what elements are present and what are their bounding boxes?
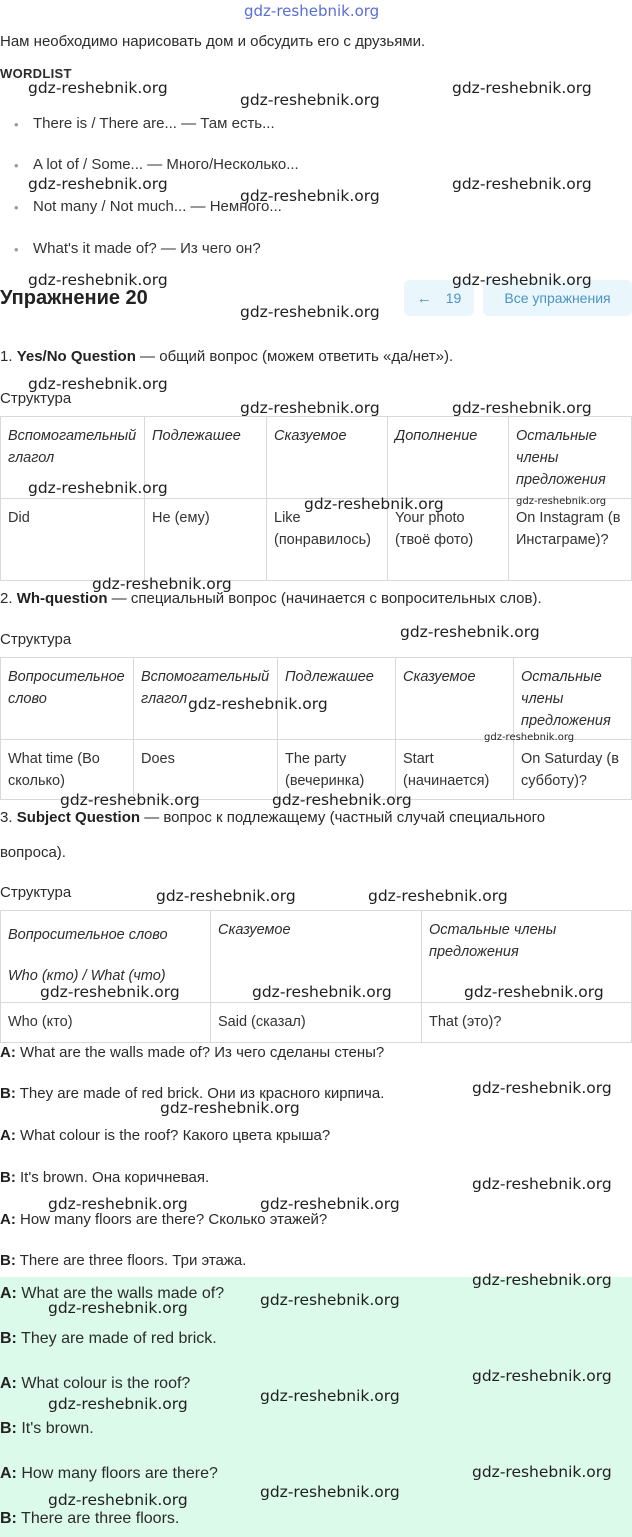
bullet: • — [14, 200, 19, 215]
q1-cell: Like (понравилось) — [267, 499, 388, 581]
q3-cell: Said (сказал) — [211, 1003, 422, 1043]
q3-header-text: Вопросительное слово — [8, 927, 168, 943]
q3-term: Subject Question — [16, 809, 141, 826]
watermark: gdz-reshebnik.org — [472, 1175, 612, 1193]
speaker: B: — [0, 1330, 17, 1347]
line-text: What colour is the roof? — [16, 1375, 191, 1392]
watermark: gdz-reshebnik.org — [28, 79, 168, 97]
line-text: There are three floors. Три этажа. — [15, 1252, 247, 1269]
q1-heading — [0, 348, 453, 365]
q1-desc: — общий вопрос (можем ответить «да/нет»). — [135, 348, 454, 365]
watermark: gdz-reshebnik.org — [484, 732, 575, 743]
q3-header-extra: Who (кто) / What (что) — [8, 968, 166, 984]
q2-num: 2. — [0, 590, 13, 607]
watermark: gdz-reshebnik.org — [48, 1395, 188, 1413]
watermark-top: gdz-reshebnik.org — [244, 2, 380, 20]
answer-line — [0, 1465, 218, 1483]
watermark: gdz-reshebnik.org — [92, 575, 232, 593]
q3-header-cell: Остальные члены предложения — [422, 911, 632, 1003]
q2-cell: On Saturday (в субботу)? — [514, 740, 632, 800]
line-text: It's brown. Она коричневая. — [15, 1169, 210, 1186]
q1-header-cell: Дополнение — [388, 417, 509, 499]
watermark: gdz-reshebnik.org — [472, 1367, 612, 1385]
watermark: gdz-reshebnik.org — [304, 495, 444, 513]
intro-text: Нам необходимо нарисовать дом и обсудить его с друзьями. — [0, 33, 426, 50]
q2-header-cell: Остальные члены предложения — [514, 658, 632, 740]
watermark: gdz-reshebnik.org — [452, 175, 592, 193]
watermark: gdz-reshebnik.org — [472, 1463, 612, 1481]
q1-cell: Your photo (твоё фото) — [388, 499, 509, 581]
q1-term: Yes/No Question — [16, 348, 136, 365]
watermark: gdz-reshebnik.org — [28, 375, 168, 393]
q3-header-cell: Сказуемое — [211, 911, 422, 1003]
speaker: B: — [0, 1510, 17, 1527]
wordlist-item: There is / There are... — Там есть... — [33, 115, 275, 132]
q1-header-cell: Вспомогательный глагол — [1, 417, 145, 499]
watermark: gdz-reshebnik.org — [260, 1291, 400, 1309]
q2-cell: What time (Во сколько) — [1, 740, 134, 800]
watermark: gdz-reshebnik.org — [48, 1299, 188, 1317]
watermark: gdz-reshebnik.org — [240, 303, 380, 321]
q1-cell: Did — [1, 499, 145, 581]
answer-line — [0, 1420, 94, 1438]
watermark: gdz-reshebnik.org — [452, 399, 592, 417]
watermark: gdz-reshebnik.org — [48, 1195, 188, 1213]
q1-cell: On Instagram (в Инстаграме)? — [509, 499, 632, 581]
line-text: What colour is the roof? Какого цвета крыша? — [15, 1127, 331, 1144]
line-text: There are three floors. — [16, 1510, 180, 1527]
speaker: A: — [0, 1211, 16, 1228]
watermark: gdz-reshebnik.org — [452, 79, 592, 97]
q2-table — [0, 657, 632, 800]
dialogue-line — [0, 1169, 209, 1186]
watermark: gdz-reshebnik.org — [188, 695, 328, 713]
q3-desc: — вопрос к подлежащему (частный случай специального — [140, 809, 546, 826]
watermark: gdz-reshebnik.org — [272, 791, 412, 809]
q2-cell: Start (начинается) — [396, 740, 514, 800]
speaker: B: — [0, 1085, 16, 1102]
q2-header-cell: Вспомогательный глагол — [134, 658, 278, 740]
q3-cell: Who (кто) — [1, 1003, 211, 1043]
line-text: They are made of red brick. — [16, 1330, 217, 1347]
q2-header-cell: Подлежашее — [278, 658, 396, 740]
dialogue-line — [0, 1044, 384, 1061]
q2-cell: The party (вечеринка) — [278, 740, 396, 800]
watermark: gdz-reshebnik.org — [240, 399, 380, 417]
watermark: gdz-reshebnik.org — [260, 1195, 400, 1213]
wordlist-item: Not many / Not much... — Немного... — [33, 198, 282, 215]
watermark: gdz-reshebnik.org — [28, 479, 168, 497]
watermark: gdz-reshebnik.org — [40, 983, 180, 1001]
line-text: What are the walls made of? — [16, 1285, 225, 1302]
dialogue-line — [0, 1252, 246, 1269]
q1-header-cell: Подлежашее — [145, 417, 267, 499]
watermark: gdz-reshebnik.org — [28, 271, 168, 289]
watermark: gdz-reshebnik.org — [240, 91, 380, 109]
q1-num: 1. — [0, 348, 13, 365]
q3-heading-cont: вопроса). — [0, 844, 66, 861]
prev-exercise-label: 19 — [445, 290, 462, 306]
speaker: B: — [0, 1252, 16, 1269]
bullet: • — [14, 117, 19, 132]
arrow-left-icon: ← — [416, 289, 432, 307]
wordlist-title: WORDLIST — [0, 66, 72, 81]
wordlist-item: What's it made of? — Из чего он? — [33, 240, 261, 257]
watermark: gdz-reshebnik.org — [240, 187, 380, 205]
speaker: A: — [0, 1127, 16, 1144]
speaker: A: — [0, 1285, 17, 1302]
watermark: gdz-reshebnik.org — [260, 1387, 400, 1405]
watermark: gdz-reshebnik.org — [28, 175, 168, 193]
watermark: gdz-reshebnik.org — [60, 791, 200, 809]
dialogue-line — [0, 1211, 327, 1228]
watermark: gdz-reshebnik.org — [160, 1099, 300, 1117]
q2-heading — [0, 590, 542, 607]
q2-header-cell: Вопросительное слово — [1, 658, 134, 740]
answer-line — [0, 1510, 179, 1528]
line-text: How many floors are there? — [16, 1465, 218, 1482]
line-text: What are the walls made of? Из чего сделаны стены? — [15, 1044, 385, 1061]
q2-structure-label: Структура — [0, 631, 72, 648]
watermark: gdz-reshebnik.org — [156, 887, 296, 905]
watermark: gdz-reshebnik.org — [48, 1491, 188, 1509]
q2-header-cell: Сказуемое — [396, 658, 514, 740]
dialogue-line — [0, 1127, 330, 1144]
q1-structure-label: Структура — [0, 390, 72, 407]
watermark: gdz-reshebnik.org — [516, 496, 607, 507]
q1-header-cell: Остальные члены предложения — [509, 417, 632, 499]
q3-cell: That (это)? — [422, 1003, 632, 1043]
watermark: gdz-reshebnik.org — [400, 623, 540, 641]
q1-cell: He (ему) — [145, 499, 267, 581]
watermark: gdz-reshebnik.org — [368, 887, 508, 905]
watermark: gdz-reshebnik.org — [252, 983, 392, 1001]
watermark: gdz-reshebnik.org — [260, 1483, 400, 1501]
line-text: They are made of red brick. Они из красного кирпича. — [15, 1085, 385, 1102]
q2-desc: — специальный вопрос (начинается с вопросительных слов). — [107, 590, 542, 607]
bullet: • — [14, 158, 19, 173]
answer-line — [0, 1330, 217, 1348]
watermark: gdz-reshebnik.org — [452, 271, 592, 289]
line-text: It's brown. — [16, 1420, 94, 1437]
answer-line — [0, 1375, 190, 1393]
q2-cell: Does — [134, 740, 278, 800]
q3-heading — [0, 809, 545, 826]
q2-term: Wh-question — [16, 590, 108, 607]
exercise-title: Упражнение 20 — [0, 287, 148, 309]
speaker: A: — [0, 1044, 16, 1061]
wordlist-item: A lot of / Some... — Много/Несколько... — [33, 156, 299, 173]
line-text: How many floors are there? Сколько этажей? — [15, 1211, 328, 1228]
speaker: A: — [0, 1375, 17, 1392]
speaker: B: — [0, 1169, 16, 1186]
all-exercises-button[interactable]: Все упражнения — [483, 280, 632, 316]
q3-structure-label: Структура — [0, 884, 72, 901]
watermark: gdz-reshebnik.org — [472, 1079, 612, 1097]
watermark: gdz-reshebnik.org — [464, 983, 604, 1001]
q1-header-cell: Сказуемое — [267, 417, 388, 499]
speaker: A: — [0, 1465, 17, 1482]
speaker: B: — [0, 1420, 17, 1437]
q3-num: 3. — [0, 809, 13, 826]
bullet: • — [14, 242, 19, 257]
watermark: gdz-reshebnik.org — [472, 1271, 612, 1289]
q3-table — [0, 910, 632, 1043]
